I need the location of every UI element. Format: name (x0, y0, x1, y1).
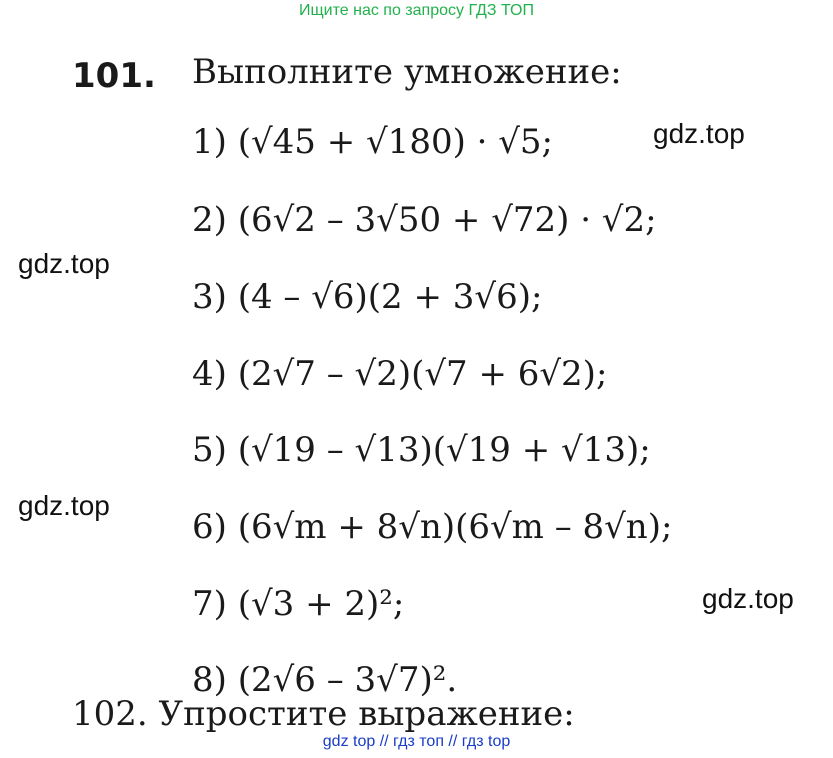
watermark: gdz.top (702, 583, 794, 614)
next-exercise-partial (72, 694, 712, 734)
item-expression: (2√6 – 3√7)². (237, 660, 458, 700)
item-expression: (√19 – √13)(√19 + √13); (237, 430, 651, 470)
exercise-item-4 (192, 354, 607, 394)
item-label: 1) (192, 122, 227, 162)
watermark: gdz.top (653, 118, 745, 149)
item-label: 8) (192, 660, 227, 700)
exercise-number: 101. (72, 56, 156, 96)
item-label: 7) (192, 584, 227, 624)
watermark: gdz.top (18, 248, 110, 279)
item-label: 6) (192, 507, 227, 547)
item-expression: (√3 + 2)²; (237, 584, 405, 624)
item-expression: (6√m + 8√n)(6√m – 8√n); (237, 507, 673, 547)
exercise-item-5 (192, 430, 651, 470)
item-label: 4) (192, 354, 227, 394)
item-expression: (2√7 – √2)(√7 + 6√2); (237, 354, 608, 394)
exercise-item-3 (192, 277, 542, 317)
item-expression: (√45 + √180) · √5; (237, 122, 554, 162)
item-label: 3) (192, 277, 227, 317)
item-expression: (6√2 – 3√50 + √72) · √2; (237, 200, 657, 240)
exercise-title: Выполните умножение: (192, 52, 622, 92)
watermark: gdz.top (18, 490, 110, 521)
item-label: 5) (192, 430, 227, 470)
next-exercise-text: 102. Упростите выражение: (72, 694, 575, 734)
item-expression: (4 – √6)(2 + 3√6); (237, 277, 543, 317)
bottom-banner[interactable]: gdz top // гдз топ // гдз top (322, 733, 511, 750)
exercise-item-2 (192, 200, 657, 240)
exercise-item-6 (192, 507, 672, 547)
top-banner[interactable]: Ищите нас по запросу ГДЗ ТОП (299, 2, 534, 19)
item-label: 2) (192, 200, 227, 240)
exercise-item-1 (192, 122, 553, 162)
exercise-item-7 (192, 584, 404, 624)
